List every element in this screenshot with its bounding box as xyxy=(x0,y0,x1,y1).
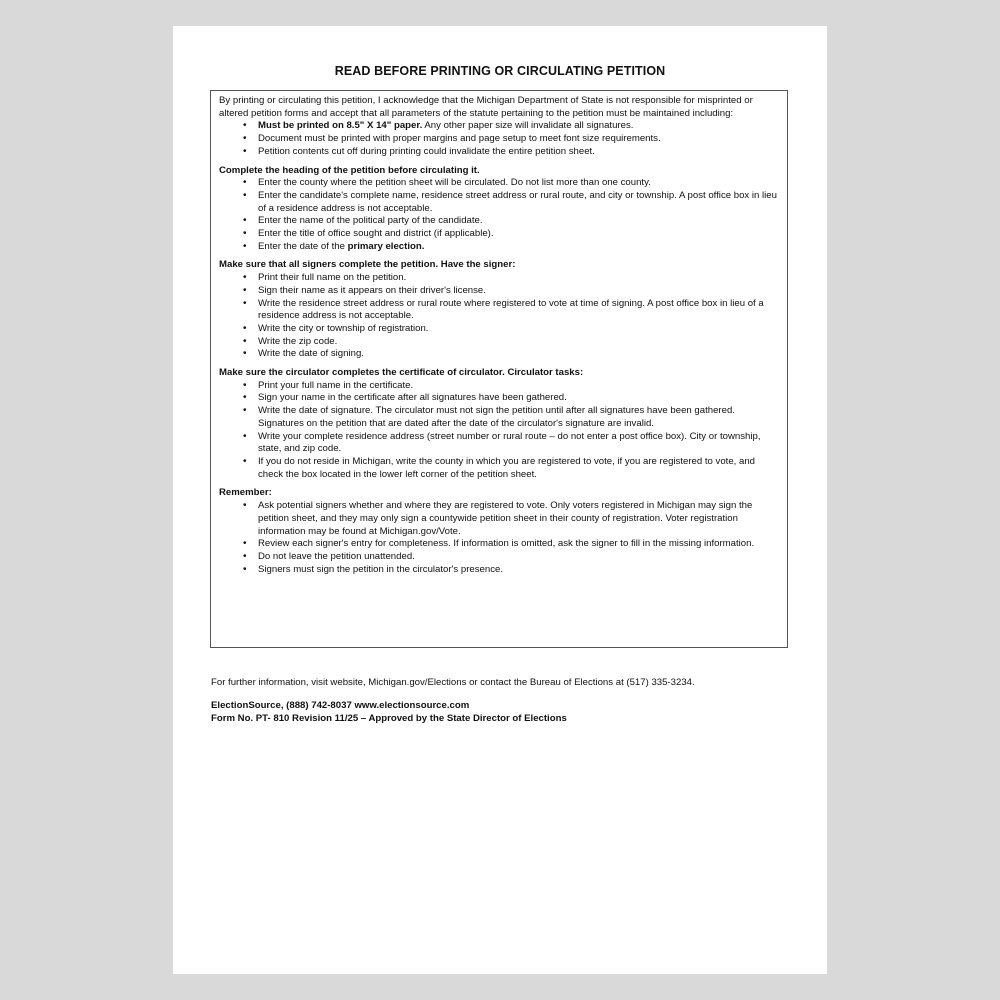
footer-form-number: Form No. PT- 810 Revision 11/25 – Approved by the State Director of Elections xyxy=(211,713,567,724)
section-heading: Remember: xyxy=(219,487,272,499)
list-item: • Write the date of signing. xyxy=(219,348,779,361)
list-item: • Signers must sign the petition in the circulator's presence. xyxy=(219,564,779,577)
list-item: • If you do not reside in Michigan, write the county in which you are registered to vote, if you are registered to vote, and check the box located in the lower left corner of the petition sheet. xyxy=(219,456,779,481)
list-item: • Review each signer's entry for completeness. If information is omitted, ask the signer to fill in the missing information. xyxy=(219,538,779,551)
list-item: • Write the city or township of registration. xyxy=(219,323,779,336)
list-item: • Enter the candidate's complete name, residence street address or rural route, and city or township. A post office box in lieu of a residence address is not acceptable. xyxy=(219,190,779,215)
list-item: • Sign your name in the certificate after all signatures have been gathered. xyxy=(219,392,779,405)
section-remember xyxy=(219,487,779,576)
section-heading: Complete the heading of the petition before circulating it. xyxy=(219,164,480,176)
list-item xyxy=(219,241,779,254)
item-text: Any other paper size will invalidate all signatures. xyxy=(422,120,634,132)
list-item: • Write your complete residence address (street number or rural route – do not enter a post office box). City or township, state, and zip code. xyxy=(219,431,779,456)
list-item: • Do not leave the petition unattended. xyxy=(219,551,779,564)
section-heading: Make sure that all signers complete the petition. Have the signer: xyxy=(219,259,516,271)
bold-text: primary election. xyxy=(347,240,425,252)
bullet-list xyxy=(219,380,779,482)
intro-paragraph: By printing or circulating this petition, I acknowledge that the Michigan Department of State is not responsible for misprinted or altered petition forms and accept that all parameters of the statute pertaining to the petition must be maintained including: xyxy=(219,95,753,119)
bullet-list xyxy=(219,272,779,361)
list-item: • Sign their name as it appears on their driver's license. xyxy=(219,285,779,298)
section-circulator xyxy=(219,367,779,481)
list-item: • Enter the name of the political party of the candidate. xyxy=(219,215,779,228)
list-item: • Write the date of signature. The circulator must not sign the petition until after all signatures have been gathered. Signatures on the petition that are dated after the date of the circulator's signature are invalid. xyxy=(219,405,779,430)
item-text: Document must be printed with proper margins and page setup to meet font size requirements. xyxy=(258,133,661,145)
bullet-list xyxy=(219,177,779,253)
item-text: Petition contents cut off during printing could invalidate the entire petition sheet. xyxy=(258,145,595,157)
item-text: Enter the date of the xyxy=(258,240,348,252)
section-heading-info xyxy=(219,165,779,254)
section-heading: Make sure the circulator completes the certificate of circulator. Circulator tasks: xyxy=(219,367,584,379)
list-item: • Write the residence street address or rural route where registered to vote at time of signing. A post office box in lieu of a residence address is not acceptable. xyxy=(219,298,779,323)
list-item: • Ask potential signers whether and where they are registered to vote. Only voters registered in Michigan may sign the petition sheet, and they may only sign a countywide petition sheet in their county of registration. Voter registration information may be found at Michigan.gov/Vote. xyxy=(219,500,779,538)
footer-source: ElectionSource, (888) 742-8037 www.electionsource.com xyxy=(211,700,470,711)
list-item: • Enter the county where the petition sheet will be circulated. Do not list more than one county. xyxy=(219,177,779,190)
list-item: • Print their full name on the petition. xyxy=(219,272,779,285)
list-item xyxy=(219,133,779,146)
list-item: • Write the zip code. xyxy=(219,336,779,349)
bold-text: Must be printed on 8.5" X 14" paper. xyxy=(258,120,423,132)
document-page xyxy=(173,26,827,974)
page-title: READ BEFORE PRINTING OR CIRCULATING PETITION xyxy=(334,64,666,78)
list-item: • Print your full name in the certificate. xyxy=(219,380,779,393)
section-signers xyxy=(219,259,779,361)
bullet-list xyxy=(219,500,779,576)
instructions-box xyxy=(210,90,788,648)
list-item xyxy=(219,146,779,159)
list-item: • Enter the title of office sought and district (if applicable). xyxy=(219,228,779,241)
list-item xyxy=(219,120,779,133)
intro-bullet-list xyxy=(219,120,779,158)
footer-info: For further information, visit website, Michigan.gov/Elections or contact the Bureau of Elections at (517) 335-3234. xyxy=(211,677,695,688)
